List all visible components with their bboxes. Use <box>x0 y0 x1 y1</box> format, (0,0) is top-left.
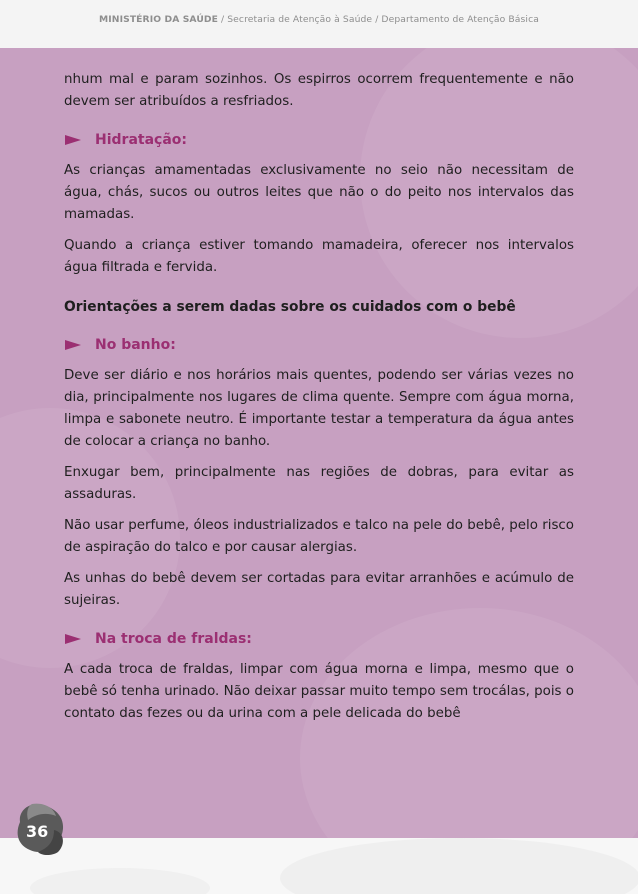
paragraph: As crianças amamentadas exclusivamente no seio não necessitam de água, chás, sucos ou outros leites que não o do peito nos intervalos das mamadas. <box>64 163 574 222</box>
section-title: Orientações a serem dadas sobre os cuidados com o bebê <box>64 299 516 315</box>
intro-paragraph: nhum mal e param sozinhos. Os espirros ocorrem frequentemente e não devem ser atribuídos a resfriados. <box>64 72 574 109</box>
header-text <box>0 14 638 25</box>
paragraph: Deve ser diário e nos horários mais quentes, podendo ser várias vezes no dia, principalmente nos lugares de clima quente. Sempre com água morna, limpa e sabonete neutro. É importante testar a temperatura da água antes de colocar a criança no banho. <box>64 368 574 449</box>
subheading-label: Hidratação: <box>95 132 187 148</box>
triangle-bullet-icon <box>65 634 81 644</box>
triangle-bullet-icon <box>65 135 81 145</box>
header-org: MINISTÉRIO DA SAÚDE <box>99 14 219 25</box>
paragraph: Não usar perfume, óleos industrializados e talco na pele do bebê, pelo risco de aspiração do talco e por causar alergias. <box>64 518 574 555</box>
page-number: 36 <box>26 822 49 841</box>
page-footer <box>0 838 638 894</box>
header-path: / Secretaria de Atenção à Saúde / Departamento de Atenção Básica <box>218 14 539 25</box>
paragraph: Enxugar bem, principalmente nas regiões de dobras, para evitar as assaduras. <box>64 465 574 502</box>
subheading-hidratacao <box>64 129 574 151</box>
paragraph: As unhas do bebê devem ser cortadas para evitar arranhões e acúmulo de sujeiras. <box>64 571 574 608</box>
subheading-label: No banho: <box>95 337 176 353</box>
subheading-fraldas <box>64 628 574 650</box>
paragraph: A cada troca de fraldas, limpar com água morna e limpa, mesmo que o bebê só tenha urinado. Não deixar passar muito tempo sem trocálas, pois o contato das fezes ou da urina com a pele delicada do bebê <box>64 662 574 721</box>
page-content <box>64 69 574 734</box>
triangle-bullet-icon <box>65 340 81 350</box>
footer-watermark <box>0 838 638 894</box>
subheading-label: Na troca de fraldas: <box>95 631 252 647</box>
page-header <box>0 0 638 48</box>
content-band <box>0 48 638 838</box>
paragraph: Quando a criança estiver tomando mamadeira, oferecer nos intervalos água filtrada e fervida. <box>64 238 574 275</box>
subheading-banho <box>64 334 574 356</box>
